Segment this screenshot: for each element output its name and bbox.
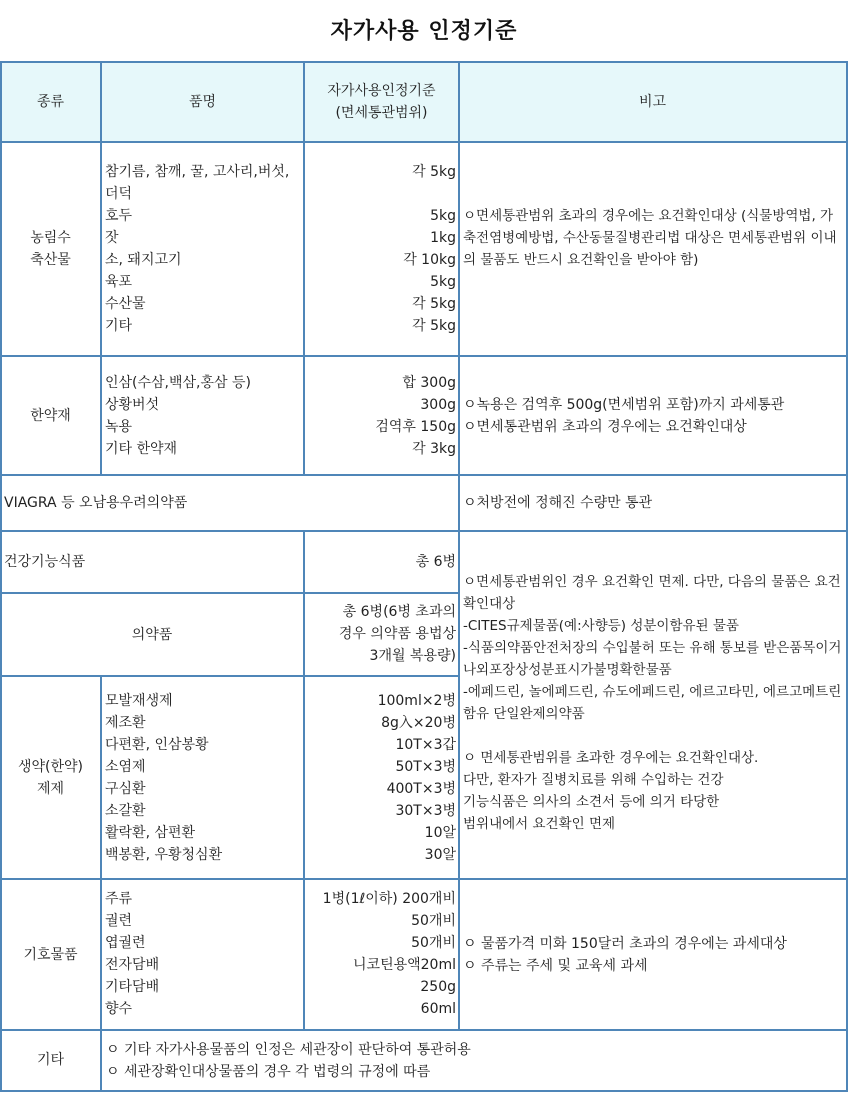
luxury-category-label: 기호물품 bbox=[23, 946, 78, 963]
header-limit-line1: 자가사용인정기준 bbox=[327, 83, 436, 99]
list-item: 검역후 150g bbox=[375, 419, 456, 435]
list-item: 각 5kg bbox=[412, 164, 456, 180]
remark-item: -에페드린, 놀에페드린, 슈도에페드린, 에르고타민, 에르고메트린 함유 단일완제의약품 bbox=[463, 684, 842, 722]
medicine-limit bbox=[306, 601, 456, 667]
list-item: 각 5kg bbox=[412, 318, 456, 334]
luxury-limits bbox=[306, 888, 456, 1020]
limit-line: 총 6병(6병 초과의 bbox=[342, 604, 456, 620]
list-item: 녹용 bbox=[105, 419, 133, 435]
list-item: 8g入×20병 bbox=[381, 715, 456, 731]
luxury-remarks bbox=[463, 933, 843, 977]
list-item: 1kg bbox=[430, 230, 456, 246]
medicine-label bbox=[0, 593, 304, 676]
header-kind bbox=[0, 62, 101, 142]
col-divider bbox=[303, 878, 305, 1030]
agri-category-line1: 농림수 bbox=[30, 230, 71, 246]
remark-item: ㅇ 주류는 주세 및 교육세 과세 bbox=[463, 958, 648, 974]
list-item: 전자담배 bbox=[105, 957, 160, 973]
list-item: 합 300g bbox=[402, 375, 456, 391]
table-border-top bbox=[0, 61, 848, 63]
list-item: 각 5kg bbox=[412, 296, 456, 312]
list-item: 5kg bbox=[430, 274, 456, 290]
list-item: 400T×3병 bbox=[386, 781, 456, 797]
raw-herb-category-line2: 제제 bbox=[36, 780, 65, 797]
list-item: 각 10kg bbox=[403, 252, 456, 268]
herbal-category-label: 한약재 bbox=[30, 407, 71, 424]
herbal-items bbox=[105, 372, 303, 460]
list-item: 50개비 bbox=[411, 935, 456, 951]
etc-category-label: 기타 bbox=[36, 1052, 65, 1068]
raw-herb-category-line1: 생약(한약) bbox=[17, 758, 84, 775]
header-remark-label: 비고 bbox=[638, 94, 667, 110]
list-item: 소, 돼지고기 bbox=[105, 252, 182, 268]
health-remarks bbox=[463, 571, 843, 835]
remark-item: ㅇ 면세통관범위를 초과한 경우에는 요건확인대상. bbox=[463, 750, 759, 766]
list-item: 기타 bbox=[105, 318, 133, 334]
herbal-limits bbox=[306, 372, 456, 460]
list-item: 향수 bbox=[105, 1001, 133, 1017]
raw-herb-category bbox=[0, 676, 101, 879]
header-limit-line2: (면세통관범위) bbox=[335, 105, 428, 121]
agri-limits bbox=[306, 161, 456, 337]
row-divider bbox=[0, 675, 459, 677]
agri-category-line2: 축산물 bbox=[30, 252, 71, 268]
list-item: 소염제 bbox=[105, 759, 146, 775]
header-item bbox=[101, 62, 304, 142]
remark-item: 기능식품은 의사의 소견서 등에 의거 타당한 bbox=[463, 794, 720, 810]
page-title: 자가사용 인정기준 bbox=[330, 19, 518, 44]
list-item: 구심환 bbox=[105, 781, 146, 797]
list-item: 궐련 bbox=[105, 913, 133, 929]
list-item: 250g bbox=[420, 979, 456, 995]
remark-item: ㅇ녹용은 검역후 500g(면세범위 포함)까지 과세통관 bbox=[463, 397, 785, 413]
list-item: 5kg bbox=[430, 208, 456, 224]
list-item: 기타 한약재 bbox=[105, 441, 178, 457]
col-divider bbox=[303, 592, 305, 879]
agri-remark: ㅇ면세통관범위 초과의 경우에는 요건확인대상 (식물방역법, 가축전염병예방법, 수산동물질병관리법 대상은 면세통관범위 이내의 물품도 반드시 요건확인을 받아야 함) bbox=[463, 208, 837, 268]
herbal-category bbox=[0, 356, 101, 475]
list-item: 호두 bbox=[105, 208, 133, 224]
limit-line: 3개월 복용량) bbox=[369, 648, 456, 664]
header-item-label: 품명 bbox=[188, 94, 217, 110]
header-limit bbox=[304, 62, 459, 142]
luxury-items bbox=[105, 888, 303, 1020]
list-item: 육포 bbox=[105, 274, 133, 290]
list-item: 기타담배 bbox=[105, 979, 160, 995]
col-divider bbox=[303, 530, 305, 593]
herbal-remarks bbox=[463, 394, 843, 438]
list-item: 각 3kg bbox=[412, 441, 456, 457]
etc-category bbox=[0, 1030, 101, 1090]
etc-remarks bbox=[106, 1039, 841, 1083]
remark-item: ㅇ면세통관범위 초과의 경우에는 요건확인대상 bbox=[463, 419, 747, 435]
row-divider bbox=[0, 1029, 848, 1031]
list-item: 30알 bbox=[424, 847, 456, 863]
list-item: 소갈환 bbox=[105, 803, 146, 819]
remark-item: ㅇ면세통관범위인 경우 요건확인 면제. 다만, 다음의 물품은 요건확인대상 bbox=[463, 574, 841, 612]
list-item: 60ml bbox=[420, 1001, 456, 1017]
row-divider bbox=[0, 474, 848, 476]
viagra-remark-text: ㅇ처방전에 정해진 수량만 통관 bbox=[463, 495, 653, 511]
medicine-label-text: 의약품 bbox=[131, 626, 173, 643]
header-kind-label: 종류 bbox=[36, 94, 65, 110]
agri-category bbox=[0, 142, 101, 356]
list-item: 잣 bbox=[105, 230, 119, 246]
col-divider bbox=[100, 61, 102, 475]
remark-item: ㅇ 기타 자가사용물품의 인정은 세관장이 판단하여 통관허용 bbox=[106, 1042, 471, 1058]
agri-items bbox=[105, 161, 303, 337]
health-limit-text: 총 6병 bbox=[415, 554, 456, 570]
health-label bbox=[4, 531, 302, 593]
list-item: 100ml×2병 bbox=[377, 693, 456, 709]
list-item: 활락환, 삼편환 bbox=[105, 825, 196, 841]
list-item: 상황버섯 bbox=[105, 397, 160, 413]
luxury-category bbox=[0, 879, 101, 1030]
list-item: 1병(1ℓ이하) 200개비 bbox=[322, 891, 456, 907]
list-item: 참기름, 참깨, 꿀, 고사리,버섯, bbox=[105, 164, 290, 180]
raw-herb-limits bbox=[306, 690, 456, 866]
list-item: 더덕 bbox=[105, 186, 133, 202]
col-divider bbox=[100, 675, 102, 1091]
viagra-label bbox=[4, 475, 458, 531]
table-border-left bbox=[0, 61, 2, 1092]
header-divider bbox=[0, 141, 848, 143]
remark-item: ㅇ 물품가격 미화 150달러 초과의 경우에는 과세대상 bbox=[463, 936, 787, 952]
col-divider bbox=[458, 61, 460, 1030]
remark-item: 다만, 환자가 질병치료를 위해 수입하는 건강 bbox=[463, 772, 724, 788]
list-item bbox=[306, 183, 456, 205]
list-item: 수산물 bbox=[105, 296, 146, 312]
viagra-remark bbox=[463, 475, 843, 531]
row-divider bbox=[0, 878, 848, 880]
list-item: 10알 bbox=[424, 825, 456, 841]
list-item: 50개비 bbox=[411, 913, 456, 929]
list-item: 30T×3병 bbox=[395, 803, 456, 819]
row-divider bbox=[0, 530, 848, 532]
list-item: 10T×3갑 bbox=[395, 737, 456, 753]
list-item: 제조환 bbox=[105, 715, 146, 731]
health-label-text: 건강기능식품 bbox=[4, 554, 86, 570]
list-item: 모발재생제 bbox=[105, 693, 173, 709]
row-divider bbox=[0, 592, 459, 594]
remark-item: 범위내에서 요건확인 면제 bbox=[463, 816, 616, 832]
list-item: 50T×3병 bbox=[395, 759, 456, 775]
list-item: 다편환, 인삼봉황 bbox=[105, 737, 209, 753]
list-item: 백봉환, 우황청심환 bbox=[105, 847, 223, 863]
health-limit bbox=[306, 531, 456, 593]
row-divider bbox=[0, 355, 848, 357]
header-remark bbox=[459, 62, 846, 142]
list-item: 인삼(수삼,백삼,홍삼 등) bbox=[105, 375, 251, 391]
list-item: 엽궐련 bbox=[105, 935, 146, 951]
table-border-bottom bbox=[0, 1090, 848, 1092]
remark-item: -CITES규제물품(예:사향등) 성분이함유된 물품 bbox=[463, 618, 739, 634]
list-item: 주류 bbox=[105, 891, 133, 907]
col-divider bbox=[303, 61, 305, 475]
spacer bbox=[463, 725, 843, 747]
remark-item: -식품의약품안전처장의 수입불허 또는 유해 통보를 받은품목이거나외포장상성분표시가불명확한물품 bbox=[463, 640, 842, 678]
remark-item: ㅇ 세관장확인대상물품의 경우 각 법령의 규정에 따름 bbox=[106, 1064, 431, 1080]
raw-herb-items bbox=[105, 690, 303, 866]
list-item: 니코틴용액20ml bbox=[353, 957, 456, 973]
viagra-label-text: VIAGRA 등 오남용우려의약품 bbox=[4, 495, 188, 511]
list-item: 300g bbox=[420, 397, 456, 413]
limit-line: 경우 의약품 용법상 bbox=[338, 626, 456, 642]
